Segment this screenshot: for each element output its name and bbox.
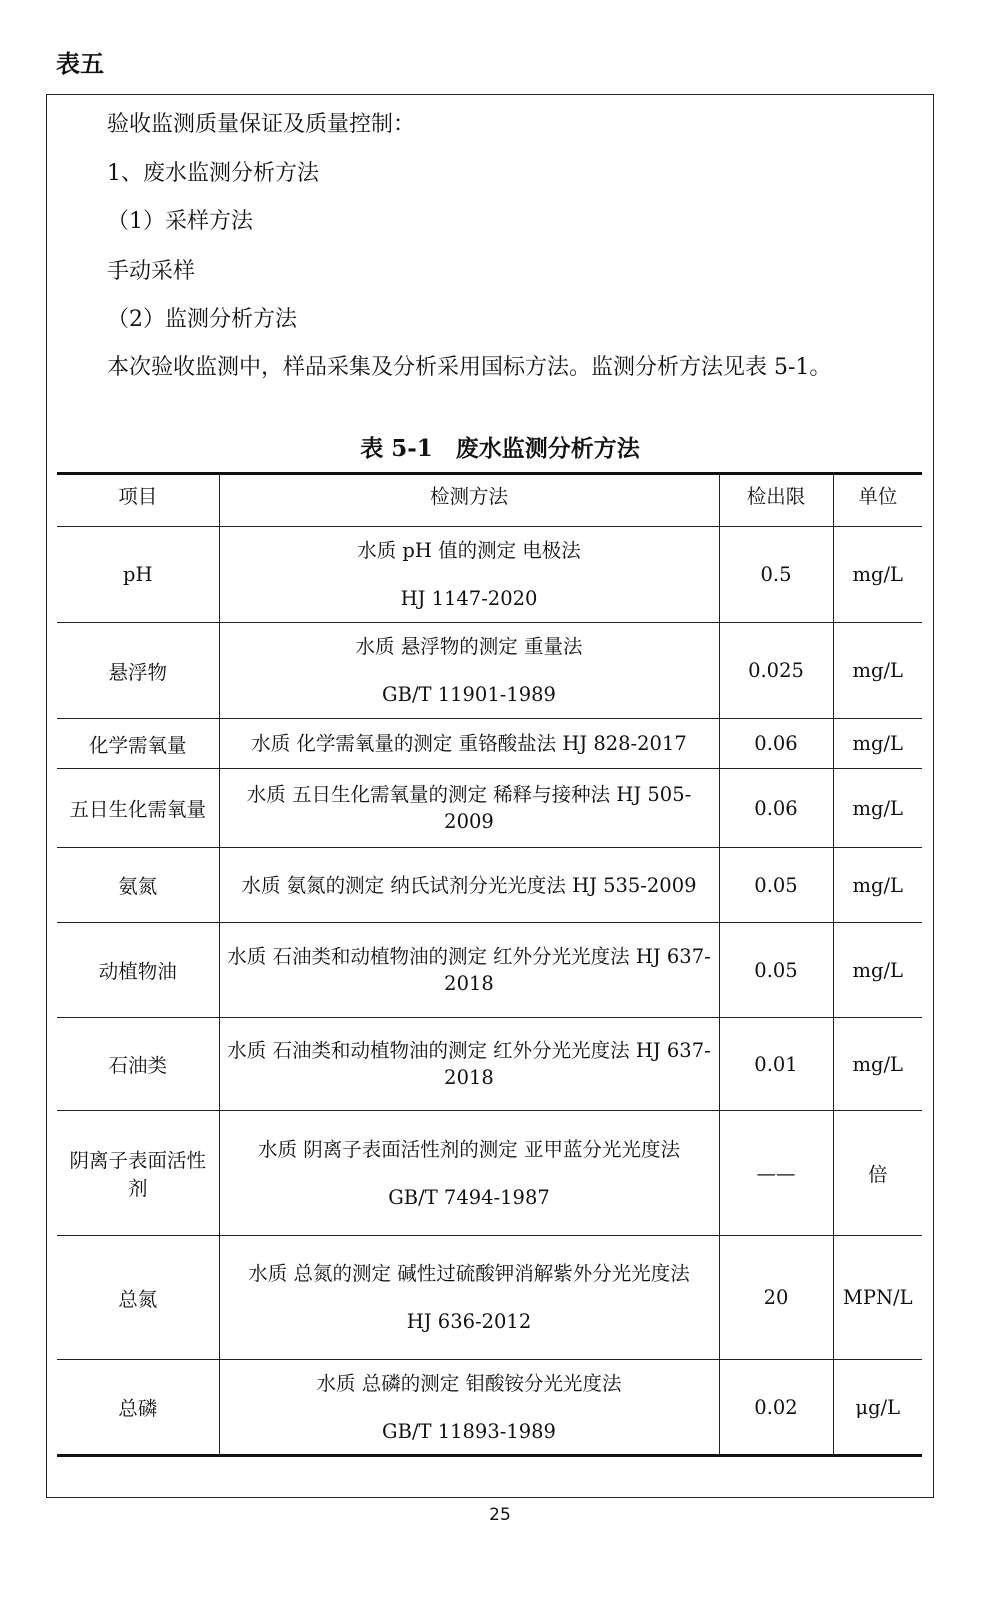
method-standard: GB/T 7494-1987 (388, 1185, 550, 1209)
paragraph-sampling-method: （1）采样方法 (107, 209, 253, 234)
cell-method (219, 623, 719, 719)
cell-unit: MPN/L (833, 1236, 922, 1360)
cell-unit: mg/L (833, 769, 922, 848)
cell-item: 悬浮物 (57, 623, 219, 719)
cell-limit: 0.02 (719, 1360, 833, 1456)
method-line: 水质 氨氮的测定 纳氏试剂分光光度法 HJ 535-2009 (241, 873, 697, 897)
method-line: 水质 总磷的测定 钼酸铵分光光度法 (316, 1371, 622, 1395)
cell-method (219, 769, 719, 848)
cell-method (219, 719, 719, 769)
method-line: 水质 化学需氧量的测定 重铬酸盐法 HJ 828-2017 (251, 732, 687, 755)
method-line: 水质 阴离子表面活性剂的测定 亚甲蓝分光光度法 (258, 1137, 680, 1161)
method-standard: HJ 1147-2020 (400, 587, 538, 610)
cell-unit: μg/L (833, 1360, 922, 1456)
cell-item: 阴离子表面活性剂 (57, 1111, 219, 1236)
method-line: 水质 总氮的测定 碱性过硫酸钾消解紫外分光光度法 (248, 1262, 690, 1285)
header-item: 项目 (57, 474, 219, 527)
table-row (57, 923, 922, 1018)
method-line: 水质 五日生化需氧量的测定 稀释与接种法 HJ 505-2009 (246, 783, 692, 833)
cell-unit: mg/L (833, 527, 922, 623)
cell-limit: 0.05 (719, 848, 833, 923)
cell-limit: 0.06 (719, 719, 833, 769)
method-line: 水质 石油类和动植物油的测定 红外分光光度法 HJ 637-2018 (227, 1039, 711, 1089)
cell-unit: mg/L (833, 719, 922, 769)
cell-limit: 0.5 (719, 527, 833, 623)
paragraph-heading: 验收监测质量保证及质量控制： (107, 112, 416, 137)
cell-item: 五日生化需氧量 (57, 769, 219, 848)
page-number: 25 (489, 1505, 511, 1525)
table-row (57, 1018, 922, 1111)
cell-item: pH (57, 527, 219, 623)
cell-item: 石油类 (57, 1018, 219, 1111)
method-line: 水质 石油类和动植物油的测定 红外分光光度法 HJ 637-2018 (227, 945, 711, 995)
table-caption: 表 5-1 废水监测分析方法 (360, 435, 640, 462)
cell-item: 总磷 (57, 1360, 219, 1456)
methods-table (57, 472, 922, 1457)
method-line: 水质 悬浮物的测定 重量法 (355, 635, 583, 658)
cell-unit: mg/L (833, 1018, 922, 1111)
table-row (57, 769, 922, 848)
cell-limit: 20 (719, 1236, 833, 1360)
cell-method (219, 1236, 719, 1360)
cell-method (219, 1018, 719, 1111)
table-row (57, 719, 922, 769)
table-row (57, 1360, 922, 1456)
cell-unit: mg/L (833, 623, 922, 719)
header-unit: 单位 (833, 474, 922, 527)
cell-item: 化学需氧量 (57, 719, 219, 769)
cell-limit: 0.06 (719, 769, 833, 848)
table-row (57, 527, 922, 623)
cell-item: 氨氮 (57, 848, 219, 923)
cell-method (219, 527, 719, 623)
cell-limit: 0.025 (719, 623, 833, 719)
cell-method (219, 923, 719, 1018)
paragraph-wastewater-methods: 1、废水监测分析方法 (107, 161, 319, 186)
cell-item: 动植物油 (57, 923, 219, 1018)
method-standard: GB/T 11893-1989 (382, 1419, 556, 1443)
cell-limit: 0.01 (719, 1018, 833, 1111)
table-row (57, 848, 922, 923)
method-line: 水质 pH 值的测定 电极法 (357, 539, 581, 562)
cell-unit: 倍 (833, 1111, 922, 1236)
header-method: 检测方法 (219, 474, 719, 527)
cell-method (219, 848, 719, 923)
method-standard: GB/T 11901-1989 (382, 683, 556, 706)
cell-limit: —— (719, 1111, 833, 1236)
method-standard: HJ 636-2012 (406, 1310, 532, 1333)
cell-method (219, 1360, 719, 1456)
paragraph-manual-sampling: 手动采样 (107, 259, 196, 284)
cell-limit: 0.05 (719, 923, 833, 1018)
table-header-row (57, 474, 922, 527)
table-row (57, 1111, 922, 1236)
header-limit: 检出限 (719, 474, 833, 527)
section-title: 表五 (56, 50, 104, 78)
cell-unit: mg/L (833, 848, 922, 923)
table-row (57, 623, 922, 719)
cell-method (219, 1111, 719, 1236)
paragraph-description: 本次验收监测中，样品采集及分析采用国标方法。监测分析方法见表 5-1。 (107, 355, 832, 380)
paragraph-analysis-method: （2）监测分析方法 (107, 307, 297, 332)
table-row (57, 1236, 922, 1360)
cell-item: 总氮 (57, 1236, 219, 1360)
cell-unit: mg/L (833, 923, 922, 1018)
